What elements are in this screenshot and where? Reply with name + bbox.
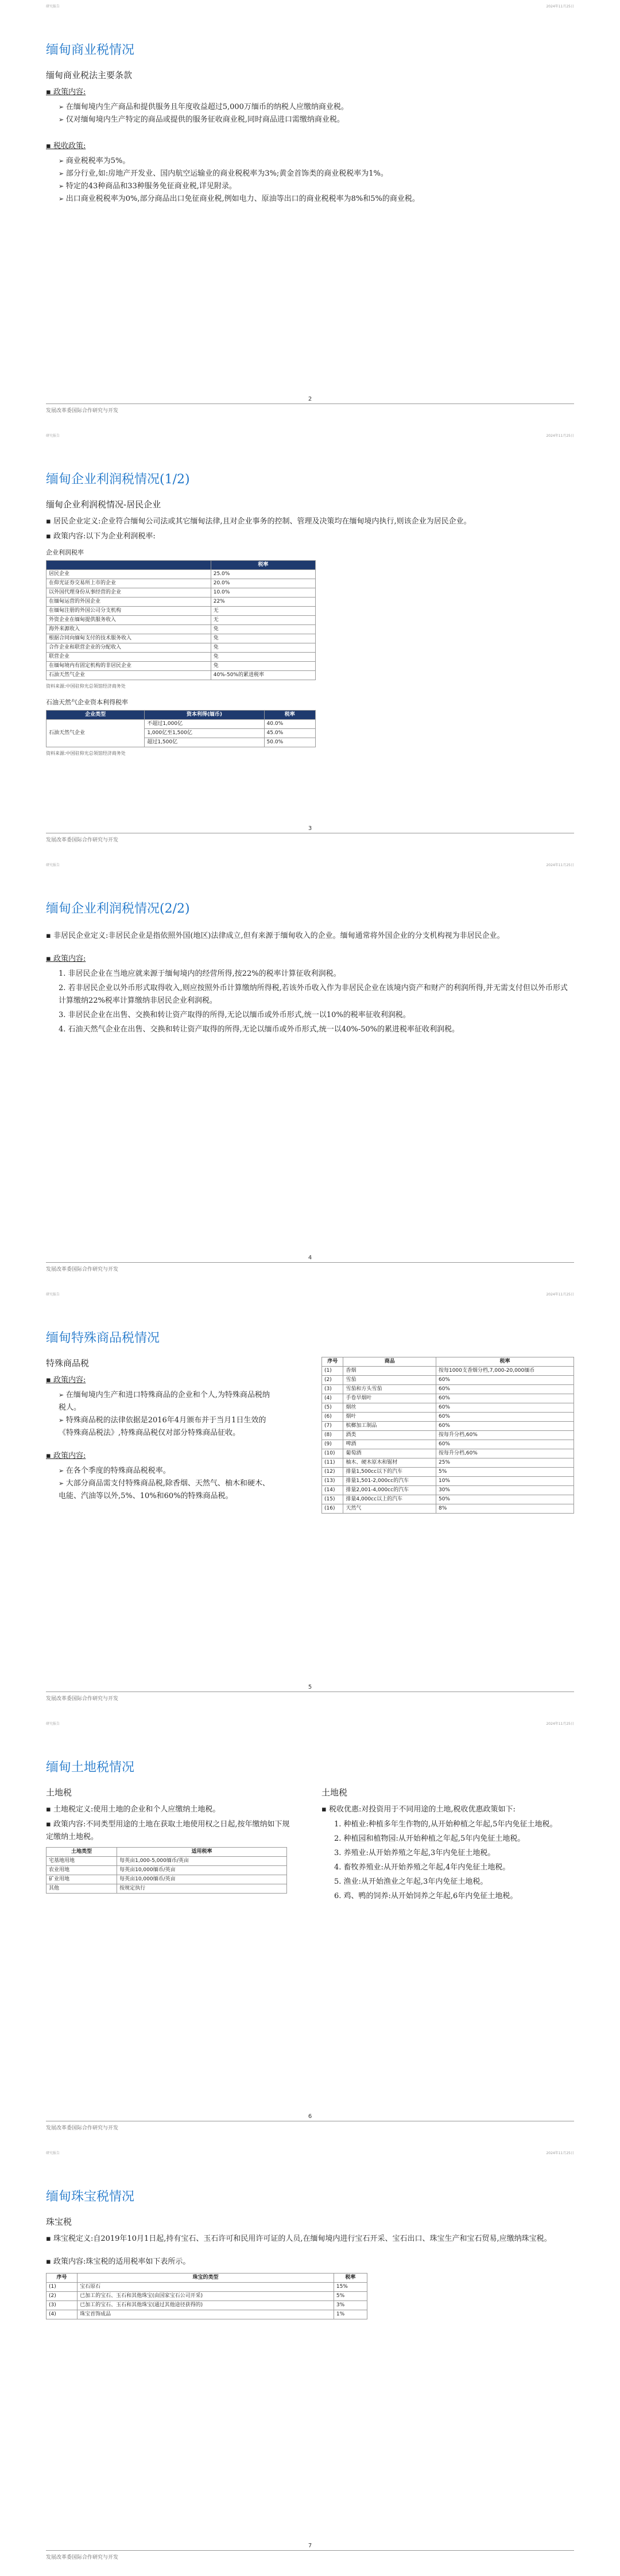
table-cell: 45.0% bbox=[264, 729, 315, 738]
table-cell: 海外来源收入 bbox=[46, 625, 211, 634]
table-row bbox=[46, 588, 316, 598]
sub-bullet: ➢ 部分行业,如:房地产开发业、国内航空运输业的商业税税率为3%;黄金首饰类的商业税税率为1%。 bbox=[46, 168, 574, 180]
page-title: 缅甸珠宝税情况 bbox=[46, 2190, 135, 2204]
sub-bullet: ➢ 仅对缅甸境内生产特定的商品或提供的服务征收商业税,同时商品进口需缴纳商业税。 bbox=[46, 114, 574, 126]
page-footer: 4 发展改革委国际合作研究与开发 bbox=[46, 1262, 574, 1277]
table-cell: 无 bbox=[211, 616, 315, 625]
page-header: 研究报告 2024年11月25日 bbox=[46, 2151, 574, 2155]
table-row bbox=[322, 1458, 574, 1468]
table-cell: (8) bbox=[322, 1431, 343, 1440]
table-cell: (6) bbox=[322, 1413, 343, 1422]
table-cell: 8% bbox=[436, 1504, 574, 1514]
table-row bbox=[322, 1495, 574, 1504]
table-row bbox=[322, 1486, 574, 1495]
table-cell: 排量2,001-4,000cc的汽车 bbox=[343, 1486, 436, 1495]
content bbox=[46, 2216, 574, 2319]
table-cell: 排量1,501-2,000cc的汽车 bbox=[343, 1477, 436, 1486]
page-title: 缅甸企业利润税情况(2/2) bbox=[46, 902, 190, 916]
list-item: 1. 种植业:种植多年生作物的,从开始种植之年起,5年内免征土地税。 bbox=[334, 1820, 557, 1829]
land-tax-table: 土地类型 适用税率 宅基地用地 每英亩1,000-5,000缅币/英亩 农业用地 每英亩10,000缅币/英亩 矿业用地 每英亩10,000缅币/英亩 其他 按规定执行 bbox=[46, 1847, 287, 1894]
table-row bbox=[46, 2292, 367, 2301]
table-cell: 无 bbox=[211, 607, 315, 616]
table-cell: 按规定执行 bbox=[117, 1884, 287, 1894]
table-row bbox=[322, 1431, 574, 1440]
table-cell: 外资企业在缅甸提供服务收入 bbox=[46, 616, 211, 625]
left-column bbox=[46, 1357, 276, 1503]
table-cell: 50% bbox=[436, 1495, 574, 1504]
table-cell: (10) bbox=[322, 1449, 343, 1458]
table-title: 石油天然气企业资本利得税率 bbox=[46, 699, 128, 706]
table-row bbox=[322, 1403, 574, 1413]
table-cell: 以外国代理身份从事经营的企业 bbox=[46, 588, 211, 598]
sub-bullet: ➢ 出口商业税税率为0%,部分商品出口免征商业税,例如电力、原油等出口的商业税税率为8%和5%的商业税。 bbox=[46, 193, 574, 205]
table-cell: 根据合同向缅甸支付的技术服务收入 bbox=[46, 634, 211, 643]
table-cell: 在缅甸运营的外国企业 bbox=[46, 598, 211, 607]
list-item: 2. 若非居民企业以外币形式取得收入,则应按照外币计算缴纳所得税,若该外币收入作为非居民企业在该境内资产和财产的利润所得,并无需支付但以外币形式计算缴纳22%税率计算缴纳非居民企业利润税。 bbox=[59, 984, 568, 1005]
table-row bbox=[322, 1376, 574, 1385]
table-cell: 5% bbox=[334, 2292, 367, 2301]
subtitle: 珠宝税 bbox=[46, 2217, 72, 2227]
page-footer: 7 发展改革委国际合作研究与开发 bbox=[46, 2550, 574, 2565]
table-row bbox=[46, 643, 316, 653]
table-row bbox=[46, 570, 316, 579]
table-cell: 20.0% bbox=[211, 579, 315, 588]
page-header: 研究报告 2024年11月25日 bbox=[46, 1722, 574, 1726]
table-row bbox=[46, 662, 316, 671]
page-header: 研究报告 2024年11月25日 bbox=[46, 863, 574, 867]
table-cell: 烟叶 bbox=[343, 1413, 436, 1422]
table-cell: (3) bbox=[322, 1385, 343, 1394]
subtitle: 缅甸企业利润税情况-居民企业 bbox=[46, 499, 161, 510]
table-cell: 雪茄 bbox=[343, 1376, 436, 1385]
table-cell: 联营企业 bbox=[46, 653, 211, 662]
table-row bbox=[46, 2283, 367, 2292]
subtitle: 缅甸商业税法主要条款 bbox=[46, 70, 133, 80]
table-cell: 每英亩10,000缅币/英亩 bbox=[117, 1875, 287, 1884]
table-cell: 柚木、硬木原木和锯材 bbox=[343, 1458, 436, 1468]
page-3 bbox=[0, 429, 620, 859]
table-cell: 天然气 bbox=[343, 1504, 436, 1514]
jewelry-tax-table: 序号 珠宝的类型 税率 (1) 宝石原石 15% (2) 已加工的宝石、玉石和其他珠宝(由国家宝石公司开采) 5% (3) 已加工的宝石、玉石和其他珠宝(通过其他途径获得的) 3% (4) 珠宝首饰成品 1% bbox=[46, 2273, 367, 2319]
table-cell: 25% bbox=[436, 1458, 574, 1468]
table-cell: 石油天然气企业 bbox=[46, 671, 211, 680]
page-footer: 2 发展改革委国际合作研究与开发 bbox=[46, 404, 574, 418]
table-cell: (15) bbox=[322, 1495, 343, 1504]
table-cell: 10% bbox=[436, 1477, 574, 1486]
table-cell: 60% bbox=[436, 1376, 574, 1385]
table-row bbox=[46, 1857, 287, 1866]
table-cell: 超过1,500亿 bbox=[145, 738, 264, 747]
page-header: 研究报告 2024年11月25日 bbox=[46, 1293, 574, 1297]
table-cell: 15% bbox=[334, 2283, 367, 2292]
table-row bbox=[322, 1477, 574, 1486]
table-cell: 香烟 bbox=[343, 1367, 436, 1376]
bullet: ▪ 非居民企业定义:非居民企业是指依照外国(地区)法律成立,但有来源于缅甸收入的企业。缅甸通常将外国企业的分支机构视为非居民企业。 bbox=[46, 930, 574, 942]
list-item: 4. 畜牧养殖业:从开始养殖之年起,4年内免征土地税。 bbox=[334, 1863, 510, 1872]
table-row bbox=[46, 1875, 287, 1884]
page-footer: 5 发展改革委国际合作研究与开发 bbox=[46, 1692, 574, 1706]
sub-bullet: ➢ 在缅甸境内生产商品和提供服务且年度收益超过5,000万缅币的纳税人应缴纳商业税。 bbox=[46, 101, 574, 114]
table-cell: 50.0% bbox=[264, 738, 315, 747]
table-cell: 40%-50%的累进税率 bbox=[211, 671, 315, 680]
table-cell: 每英亩10,000缅币/英亩 bbox=[117, 1866, 287, 1875]
table-cell: 农业用地 bbox=[46, 1866, 117, 1875]
table-cell: 60% bbox=[436, 1385, 574, 1394]
page-footer: 3 发展改革委国际合作研究与开发 bbox=[46, 833, 574, 847]
bullet: ▪ 政策内容:以下为企业利润税率: bbox=[46, 530, 574, 543]
table-cell: 每英亩1,000-5,000缅币/英亩 bbox=[117, 1857, 287, 1866]
table-row bbox=[322, 1440, 574, 1449]
table-cell: 按每1000支香烟分档,7,000-20,000缅币 bbox=[436, 1367, 574, 1376]
table-cell: 免 bbox=[211, 634, 315, 643]
page-title: 缅甸土地税情况 bbox=[46, 1760, 135, 1775]
table-cell: 在缅甸境内有固定机构的非居民企业 bbox=[46, 662, 211, 671]
table-cell: 按每升分档,60% bbox=[436, 1431, 574, 1440]
table-cell: 雪茄和方头雪茄 bbox=[343, 1385, 436, 1394]
list-item: 4. 石油天然气企业在出售、交换和转让资产取得的所得,无论以缅币或外币形式,统一以40%-50%的累进税率征收利润税。 bbox=[59, 1025, 459, 1034]
bullet: ▪ 税收政策: bbox=[46, 140, 574, 153]
page-footer: 6 发展改革委国际合作研究与开发 bbox=[46, 2121, 574, 2135]
table-cell: (11) bbox=[322, 1458, 343, 1468]
table-row bbox=[46, 598, 316, 607]
table-row bbox=[46, 579, 316, 588]
table-cell: (7) bbox=[322, 1422, 343, 1431]
page-7 bbox=[0, 2147, 620, 2576]
table-cell: (3) bbox=[46, 2301, 78, 2310]
table-cell: 在缅甸注册的外国公司分支机构 bbox=[46, 607, 211, 616]
table-cell: 珠宝首饰成品 bbox=[78, 2310, 334, 2319]
table-cell: 免 bbox=[211, 653, 315, 662]
table-row bbox=[322, 1394, 574, 1403]
sub-bullet: ➢ 商业税税率为5%。 bbox=[46, 155, 574, 168]
sub-bullet: ➢ 在各个季度的特殊商品税税率。 bbox=[46, 1465, 276, 1477]
table-row bbox=[322, 1468, 574, 1477]
right-column bbox=[321, 1357, 574, 1514]
bullet: ▪ 政策内容:珠宝税的适用税率如下表所示。 bbox=[46, 2256, 574, 2268]
table-row bbox=[46, 720, 316, 729]
table-cell: 免 bbox=[211, 643, 315, 653]
table-cell: 1% bbox=[334, 2310, 367, 2319]
page-2 bbox=[0, 0, 620, 429]
table-cell: 手卷旱烟叶 bbox=[343, 1394, 436, 1403]
table-cell: 60% bbox=[436, 1394, 574, 1403]
table-cell: (5) bbox=[322, 1403, 343, 1413]
subtitle: 土地税 bbox=[321, 1787, 348, 1798]
content bbox=[46, 498, 574, 760]
table-cell: 酒类 bbox=[343, 1431, 436, 1440]
table-row bbox=[322, 1504, 574, 1514]
table-row bbox=[46, 671, 316, 680]
list-item: 6. 鸡、鸭的饲养:从开始饲养之年起,6年内免征土地税。 bbox=[334, 1892, 518, 1900]
table-cell: 60% bbox=[436, 1413, 574, 1422]
table-cell: 60% bbox=[436, 1422, 574, 1431]
table-cell: 已加工的宝石、玉石和其他珠宝(通过其他途径获得的) bbox=[78, 2301, 334, 2310]
table-cell: (1) bbox=[46, 2283, 78, 2292]
table-cell: 居民企业 bbox=[46, 570, 211, 579]
table-cell: 5% bbox=[436, 1468, 574, 1477]
table-cell: 不超过1,000亿 bbox=[145, 720, 264, 729]
sub-bullet: ➢ 特殊商品税的法律依据是2016年4月颁布并于当月1日生效的《特殊商品税法》,特殊商品税仅对部分特殊商品征收。 bbox=[46, 1414, 276, 1440]
table-cell: 1,000亿至1,500亿 bbox=[145, 729, 264, 738]
table-cell: 宅基地用地 bbox=[46, 1857, 117, 1866]
table-row bbox=[322, 1385, 574, 1394]
table-cell: 免 bbox=[211, 625, 315, 634]
bullet: ▪ 政策内容: bbox=[46, 86, 574, 99]
sub-bullet: ➢ 特定的43种商品和33种服务免征商业税,详见附录。 bbox=[46, 180, 574, 193]
table-cell: (2) bbox=[46, 2292, 78, 2301]
sub-bullet: ➢ 在缅甸境内生产和进口特殊商品的企业和个人,为特殊商品税纳税人。 bbox=[46, 1389, 276, 1414]
page-title: 缅甸企业利润税情况(1/2) bbox=[46, 472, 190, 487]
table-cell: (2) bbox=[322, 1376, 343, 1385]
table-cell: (13) bbox=[322, 1477, 343, 1486]
subtitle: 土地税 bbox=[46, 1787, 72, 1798]
table-row bbox=[46, 1884, 287, 1894]
table-cell: (14) bbox=[322, 1486, 343, 1495]
table-cell: 排量1,500cc以下的汽车 bbox=[343, 1468, 436, 1477]
table-row bbox=[322, 1449, 574, 1458]
table-row bbox=[46, 2310, 367, 2319]
table-row bbox=[46, 607, 316, 616]
table-cell: 啤酒 bbox=[343, 1440, 436, 1449]
table-cell: 排量4,000cc以上的汽车 bbox=[343, 1495, 436, 1504]
table-row bbox=[46, 2301, 367, 2310]
list-item: 3. 养殖业:从开始养殖之年起,3年内免征土地税。 bbox=[334, 1849, 495, 1857]
table-cell: (16) bbox=[322, 1504, 343, 1514]
bullet: ▪ 珠宝税定义:自2019年10月1日起,持有宝石、玉石许可和民用许可证的人员,在缅甸境内进行宝石开采、宝石出口、珠宝生产和宝石贸易,应缴纳珠宝税。 bbox=[46, 2233, 574, 2245]
table-cell: (12) bbox=[322, 1468, 343, 1477]
table-cell: 10.0% bbox=[211, 588, 315, 598]
bullet: ▪ 政策内容: bbox=[46, 953, 574, 965]
table-cell: 槟榔加工制品 bbox=[343, 1422, 436, 1431]
page-title: 缅甸特殊商品税情况 bbox=[46, 1331, 160, 1345]
bullet: ▪ 居民企业定义:企业符合缅甸公司法或其它缅甸法律,且对企业事务的控制、管理及决策均在缅甸境内执行,则该企业为居民企业。 bbox=[46, 515, 574, 528]
table-row bbox=[322, 1422, 574, 1431]
page-5 bbox=[0, 1288, 620, 1717]
source-note: 资料来源:中国驻仰光总领馆经济商务处 bbox=[46, 751, 126, 756]
table-cell: (9) bbox=[322, 1440, 343, 1449]
table-row bbox=[46, 616, 316, 625]
table-cell: 其他 bbox=[46, 1884, 117, 1894]
table-cell: 石油天然气企业 bbox=[46, 720, 145, 747]
content bbox=[46, 69, 574, 205]
table-cell: 22% bbox=[211, 598, 315, 607]
table-row bbox=[46, 1866, 287, 1875]
table-cell: 40.0% bbox=[264, 720, 315, 729]
table-cell: 25.0% bbox=[211, 570, 315, 579]
list-item: 2. 种植园和植物园:从开始种植之年起,5年内免征土地税。 bbox=[334, 1834, 525, 1843]
table-cell: (1) bbox=[322, 1367, 343, 1376]
table-cell: 烟丝 bbox=[343, 1403, 436, 1413]
table-cell: 60% bbox=[436, 1440, 574, 1449]
page-4 bbox=[0, 859, 620, 1288]
table-cell: 在仰光证券交易所上市的企业 bbox=[46, 579, 211, 588]
table-row bbox=[46, 634, 316, 643]
source-note: 资料来源:中国驻仰光总领馆经济商务处 bbox=[46, 684, 126, 689]
table-row bbox=[46, 653, 316, 662]
table-cell: 合作企业和联营企业的分配收入 bbox=[46, 643, 211, 653]
page-6 bbox=[0, 1717, 620, 2147]
bullet: ▪ 政策内容:不同类型用途的土地在获取土地使用权之日起,按年缴纳如下规定缴纳土地税。 bbox=[46, 1818, 293, 1844]
bullet: ▪ 政策内容: bbox=[46, 1374, 276, 1387]
table-cell: 按每升分档,60% bbox=[436, 1449, 574, 1458]
table-row bbox=[322, 1413, 574, 1422]
table-row bbox=[322, 1367, 574, 1376]
table-cell: 3% bbox=[334, 2301, 367, 2310]
gas-tax-table: 企业类型 资本利得(缅币) 税率 石油天然气企业 不超过1,000亿 40.0% 1,000亿至1,500亿 45.0% 超过1,500亿 50.0% bbox=[46, 710, 316, 747]
bullet: ▪ 政策内容: bbox=[46, 1450, 276, 1462]
table-cell: 60% bbox=[436, 1403, 574, 1413]
page-header: 研究报告 2024年11月25日 bbox=[46, 434, 574, 438]
page-header: 研究报告 2024年11月25日 bbox=[46, 5, 574, 9]
list-item: 3. 非居民企业在出售、交换和转让资产取得的所得,无论以缅币或外币形式,统一以10%的税率征收利润税。 bbox=[59, 1011, 410, 1019]
table-cell: 已加工的宝石、玉石和其他珠宝(由国家宝石公司开采) bbox=[78, 2292, 334, 2301]
table-cell: 30% bbox=[436, 1486, 574, 1495]
bullet: ▪ 税收优惠:对投资用于不同用途的土地,税收优惠政策如下: bbox=[321, 1803, 574, 1816]
table-cell: (4) bbox=[46, 2310, 78, 2319]
subtitle: 特殊商品税 bbox=[46, 1358, 90, 1368]
list-item: 5. 渔业:从开始渔业之年起,3年内免征土地税。 bbox=[334, 1877, 488, 1886]
table-cell: 矿业用地 bbox=[46, 1875, 117, 1884]
table-row bbox=[46, 625, 316, 634]
page-title: 缅甸商业税情况 bbox=[46, 43, 135, 57]
left-column bbox=[46, 1786, 293, 1894]
table-cell: 葡萄酒 bbox=[343, 1449, 436, 1458]
right-column bbox=[321, 1786, 574, 1904]
special-goods-table: 序号 商品 税率 (1) 香烟 按每1000支香烟分档,7,000-20,000缅币 (2) 雪茄 60% (3) 雪茄和方头雪茄 60% (4) 手卷旱烟叶 60% (5) 烟丝 60% (6) 烟叶 60% (7) 槟榔加工制品 60% (8) 酒类 按每升分档,60% (9) 啤酒 60% (10) 葡萄酒 按每升分档,60% (11) 柚木、硬木原木和锯材 25% (12) 排量1,500cc以下的汽车 5% (13) 排量1,501-2,000cc的汽车 10% (14) 排量2,001-4,000cc的汽车 30% (15) 排量4,000cc以上的汽车 50% (16) 天然气 8% bbox=[321, 1357, 574, 1514]
list-item: 1. 非居民企业在当地应就来源于缅甸境内的经营所得,按22%的税率计算征收利润税。 bbox=[59, 969, 341, 978]
table-cell: 宝石原石 bbox=[78, 2283, 334, 2292]
table-cell: (4) bbox=[322, 1394, 343, 1403]
table-cell: 免 bbox=[211, 662, 315, 671]
bullet: ▪ 土地税定义:使用土地的企业和个人应缴纳土地税。 bbox=[46, 1803, 293, 1816]
table-title: 企业利润税率 bbox=[46, 549, 84, 556]
profit-tax-table: 税率 居民企业 25.0% 在仰光证券交易所上市的企业 20.0% 以外国代理身份从事经营的企业 10.0% 在缅甸运营的外国企业 22% 在缅甸注册的外国公司分支机构 无 外资企业在缅甸提供服务收入 无 海外来源收入 免 根据合同向缅甸支付的技术服务收入 免 合作企业和联营企业的分配收入 免 联营企业 免 在缅甸境内有固定机构的非居民企业 免 石油天然气企业 40%-50%的累进税率 bbox=[46, 560, 316, 680]
sub-bullet: ➢ 大部分商品需支付特殊商品税,除香烟、天然气、柚木和硬木、电能、汽油等以外,5%、10%和60%的特殊商品税。 bbox=[46, 1477, 276, 1503]
content bbox=[46, 928, 574, 1038]
